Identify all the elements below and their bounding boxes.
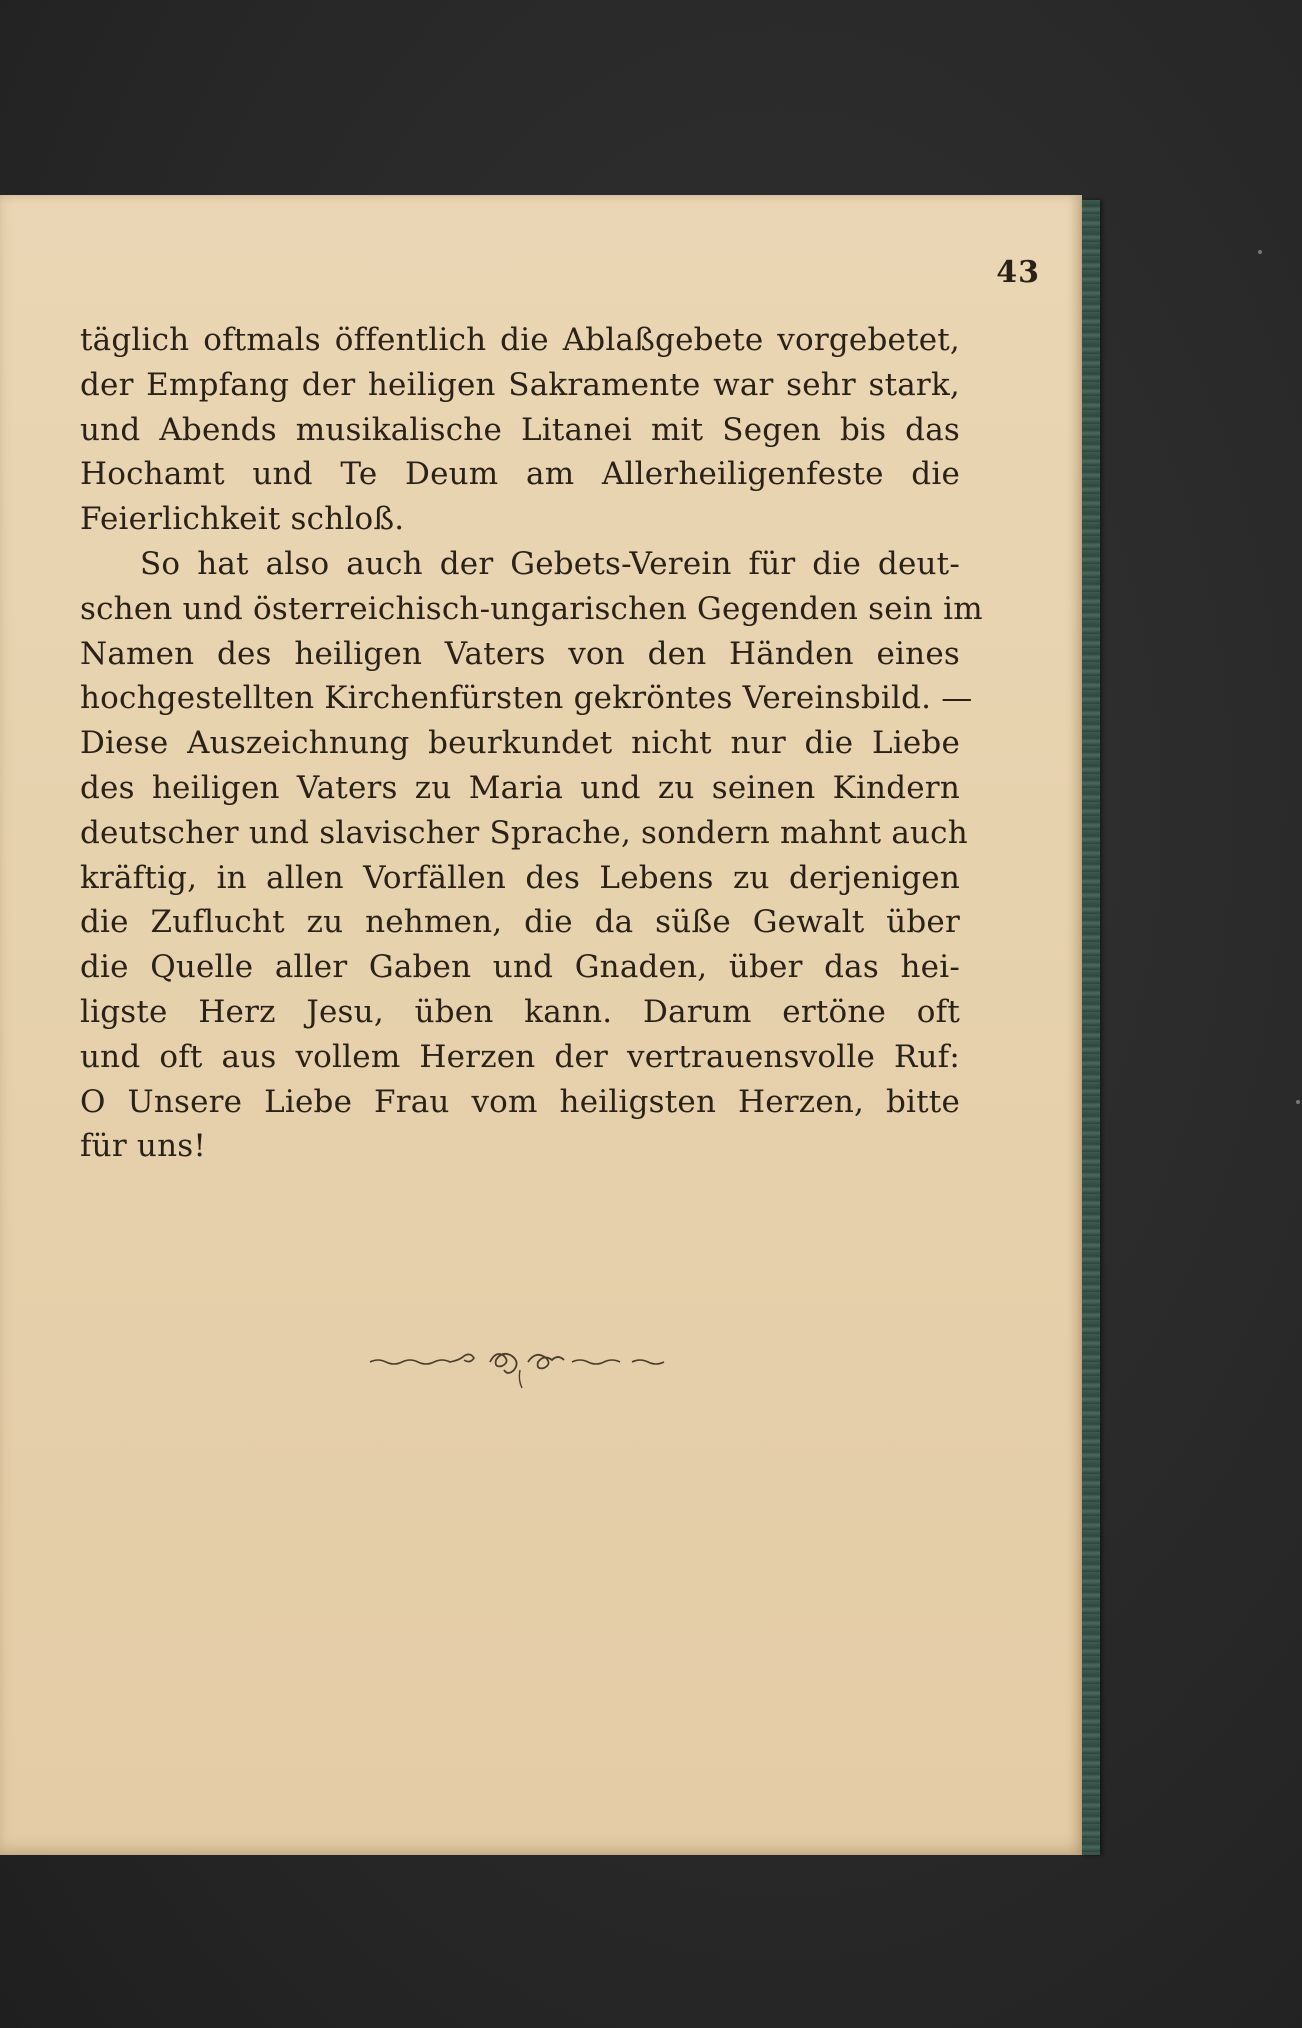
text-line: der Empfang der heiligen Sakramente war sehr stark, [80, 366, 960, 403]
background-speck [1258, 250, 1262, 254]
text-line: Namen des heiligen Vaters von den Händen eines [80, 635, 960, 672]
text-line: Hochamt und Te Deum am Allerheiligenfeste die [80, 456, 960, 493]
text-line: kräftig, in allen Vorfällen des Lebens zu derjenigen [80, 859, 960, 896]
text-line: und Abends musikalische Litanei mit Segen bis das [80, 411, 960, 448]
text-line: schen und österreichisch-ungarischen Gegenden sein im [80, 590, 983, 627]
background-speck [1296, 1100, 1300, 1104]
decorative-flourish-icon [360, 1342, 690, 1402]
text-line: die Zuflucht zu nehmen, die da süße Gewalt über [80, 904, 960, 941]
text-line: Feierlichkeit schloß. [80, 501, 405, 538]
text-line: des heiligen Vaters zu Maria und zu seinen Kindern [80, 769, 960, 806]
text-line: O Unsere Liebe Frau vom heiligsten Herzen, bitte [80, 1083, 960, 1120]
page-body-text [80, 318, 983, 1169]
book-cover-edge [1082, 200, 1100, 1855]
page-number: 43 [996, 255, 1040, 290]
text-line: Diese Auszeichnung beurkundet nicht nur die Liebe [80, 725, 960, 762]
text-line: und oft aus vollem Herzen der vertrauensvolle Ruf: [80, 1038, 960, 1075]
text-line: deutscher und slavischer Sprache, sondern mahnt auch [80, 814, 968, 851]
text-line: ligste Herz Jesu, üben kann. Darum ertöne oft [80, 993, 960, 1030]
text-line: So hat also auch der Gebets-Verein für die deut- [140, 545, 960, 582]
text-line: täglich oftmals öffentlich die Ablaßgebete vorgebetet, [80, 322, 960, 358]
text-line: für uns! [80, 1128, 207, 1165]
text-line: hochgestellten Kirchenfürsten gekröntes Vereinsbild. — [80, 680, 973, 717]
text-line: die Quelle aller Gaben und Gnaden, über das hei- [80, 949, 960, 986]
